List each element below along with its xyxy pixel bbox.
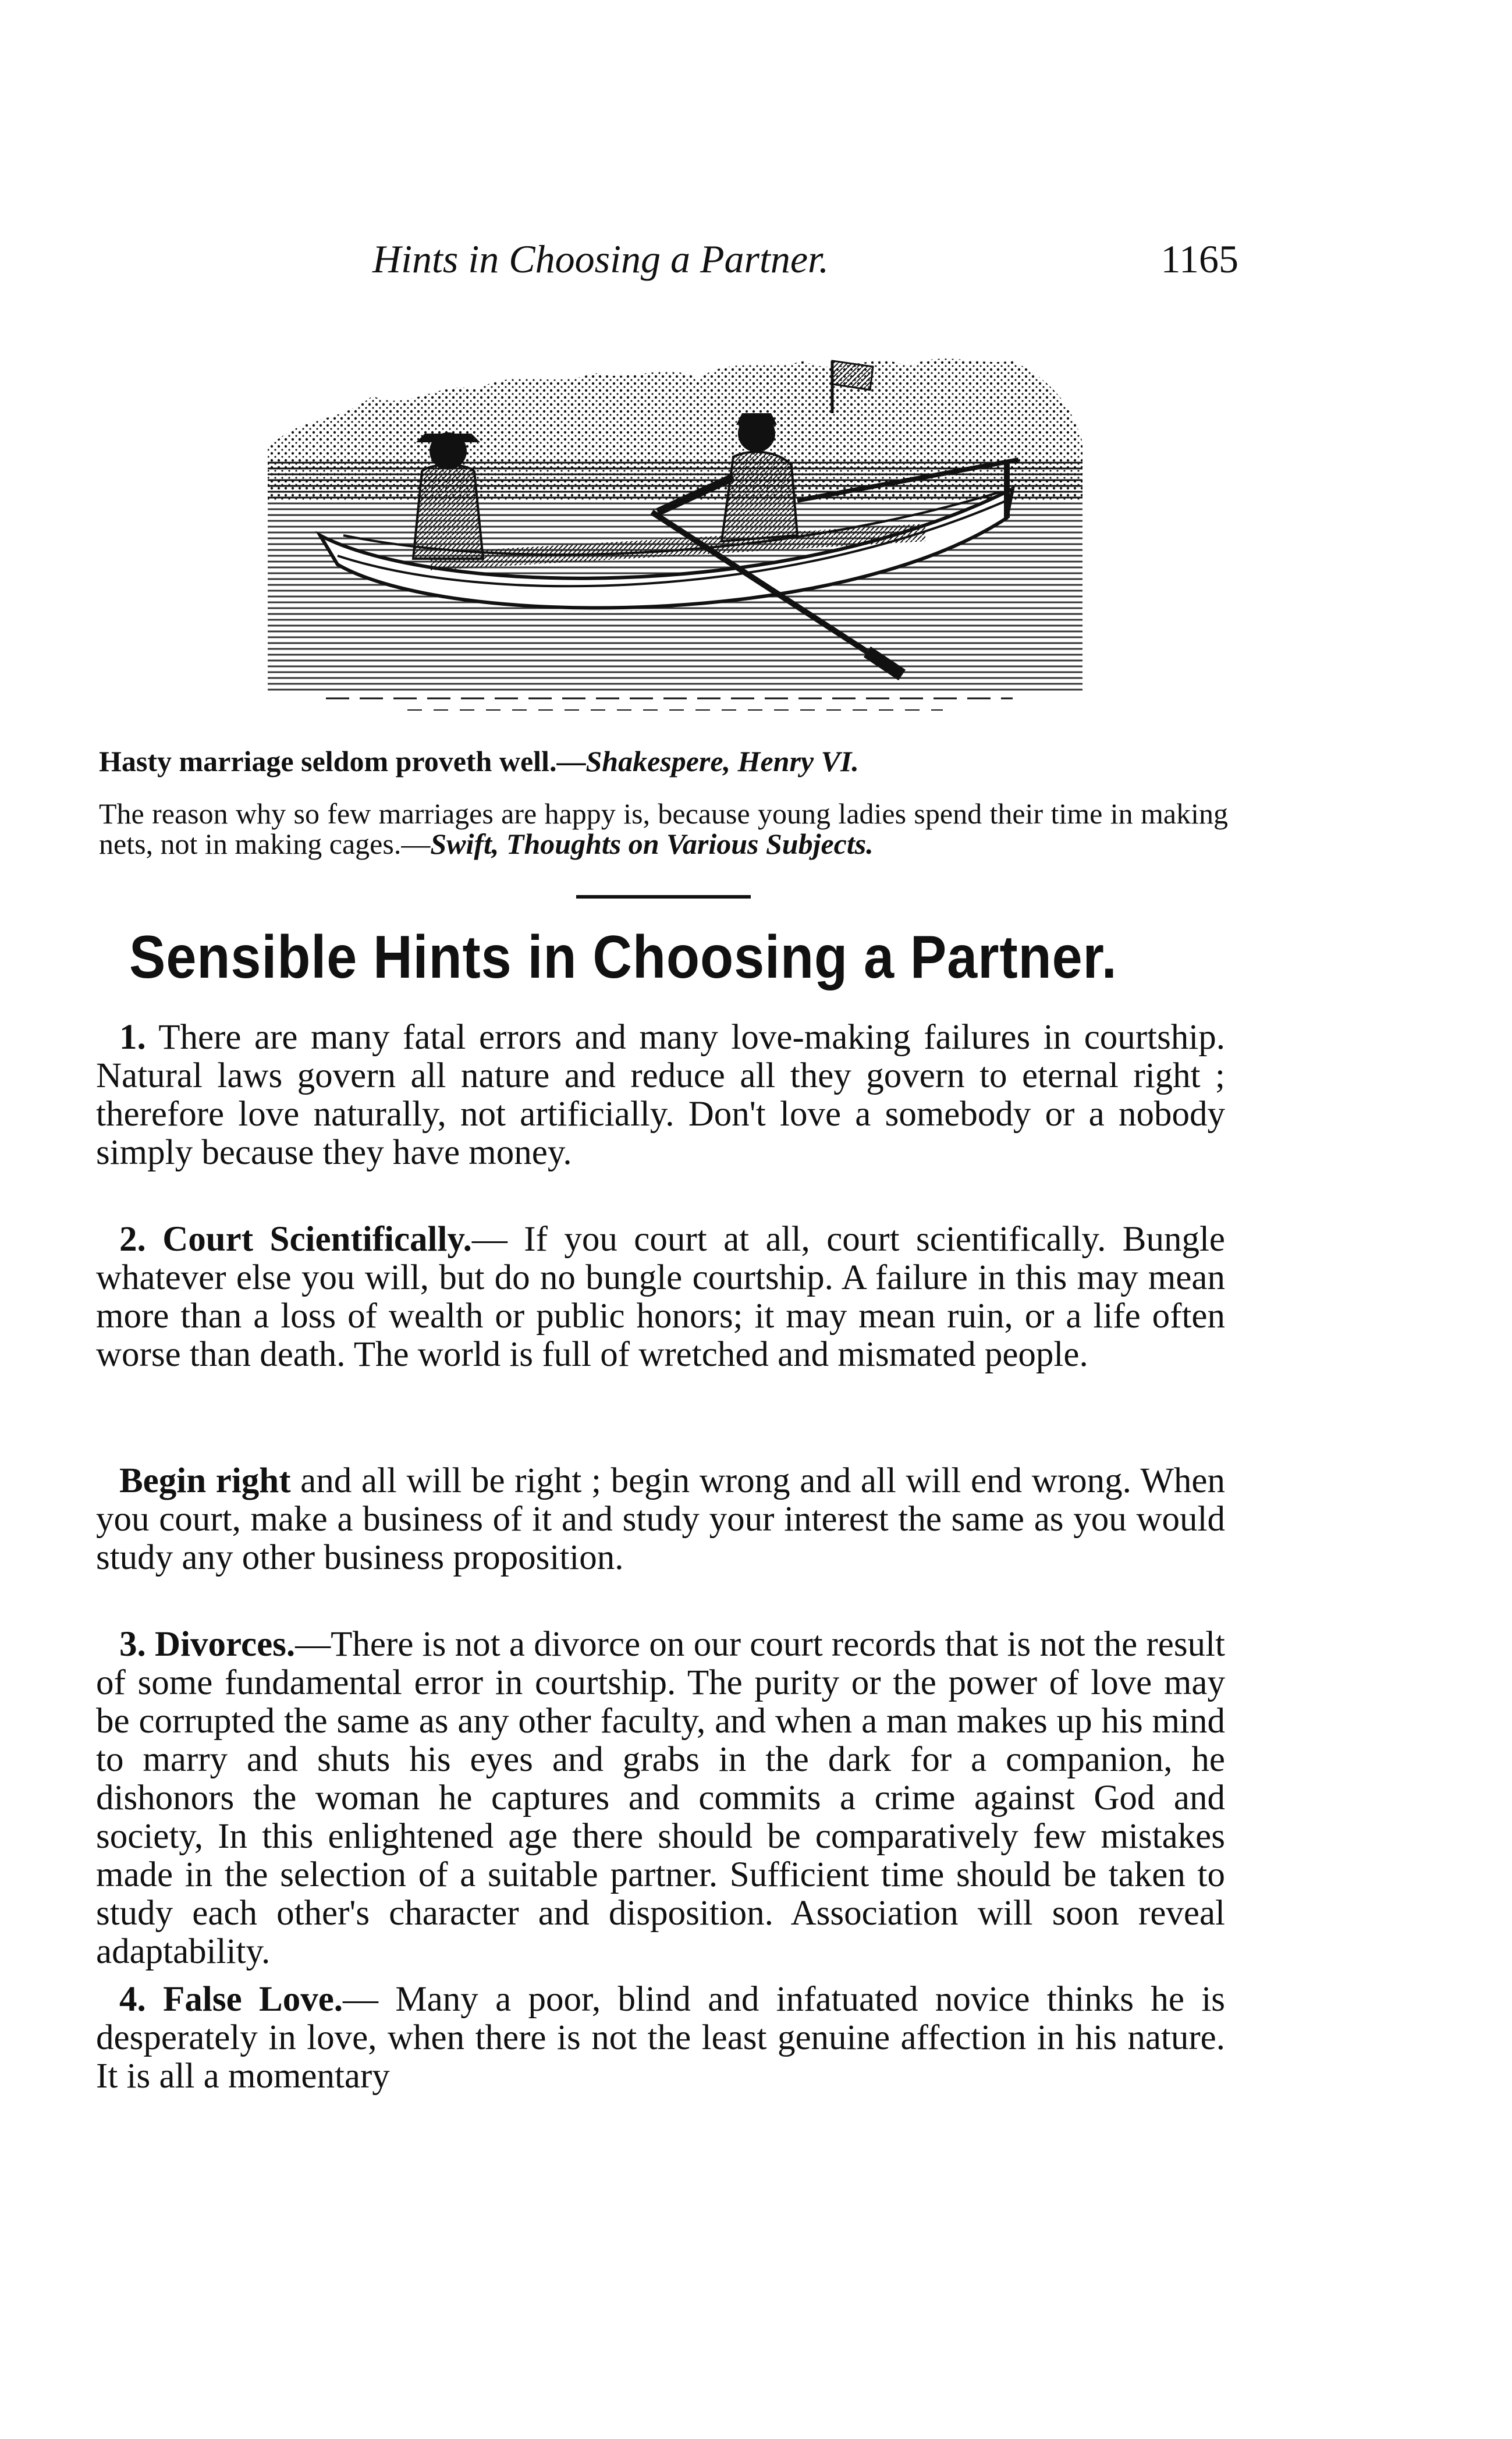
paragraph-number: 2.: [119, 1220, 146, 1259]
paragraph-lead: False Love.: [163, 1980, 343, 2019]
paragraph-number: 3.: [119, 1625, 146, 1664]
epigraph-shakespere: [99, 746, 1263, 776]
epigraph-swift: [99, 798, 1228, 859]
paragraph-number: 1.: [119, 1018, 146, 1057]
paragraph-body: There are many fatal errors and many love-making failures in courtship. Natural laws govern all nature and reduce all they govern to eternal right ; therefore love naturally, not artificially. Don't love a somebody or a nobody simply because they have money.: [96, 1018, 1225, 1172]
epigraph-attribution: Shakespere, Henry VI.: [585, 745, 859, 778]
section-divider: [576, 895, 751, 899]
paragraph-body: — Many a poor, blind and infatuated novice thinks he is desperately in love, when there is not the least genuine affection in his nature. It is all a momentary: [96, 1980, 1226, 2096]
paragraph-3: [96, 1462, 1225, 1577]
paragraph-5: [96, 1980, 1225, 2096]
paragraph-body: and all will be right ; begin wrong and all will end wrong. When you court, make a business of it and study your interest the same as you would study any other business proposition.: [96, 1461, 1225, 1577]
paragraph-4: [96, 1625, 1225, 1971]
paragraph-2: [96, 1220, 1225, 1374]
epigraph-text: Hasty marriage seldom proveth well.—: [99, 745, 586, 778]
paragraph-number: 4.: [119, 1980, 146, 2019]
paragraph-lead: Begin right: [119, 1461, 291, 1500]
paragraph-body: —There is not a divorce on our court records that is not the result of some fundamental error in courtship. The purity or the power of love may be corrupted the same as any other faculty, and when a man makes up his mind to marry and shuts his eyes and grabs in the dark for a companion, he dishonors the woman he captures and commits a crime against God and society, In this enlightened age there should be comparatively few mistakes made in the selection of a suitable partner. Sufficient time should be taken to study each other's character and disposition. Association will soon reveal adaptability.: [96, 1625, 1226, 1971]
running-header: Hints in Choosing a Partner.: [372, 237, 829, 281]
paragraph-lead: Court Scientifically.: [162, 1220, 472, 1259]
rowboat-couple-engraving-icon: [256, 326, 1094, 716]
paragraph-body: — If you court at all, court scientifically. Bungle whatever else you will, but do no bungle courtship. A failure in this may mean more than a loss of wealth or public honors; it may mean ruin, or a life often worse than death. The world is full of wretched and mismated people.: [96, 1220, 1225, 1374]
page-number: 1165: [1160, 237, 1238, 281]
epigraph-text: The reason why so few marriages are happy is, because young ladies spend their time in making nets, not in making cages.—: [99, 797, 1228, 860]
paragraph-lead: Divorces.: [155, 1625, 296, 1664]
epigraph-attribution: Swift, Thoughts on Various Subjects.: [430, 828, 874, 860]
paragraph-1: [96, 1018, 1225, 1172]
chapter-title: Sensible Hints in Choosing a Partner.: [129, 924, 1117, 991]
